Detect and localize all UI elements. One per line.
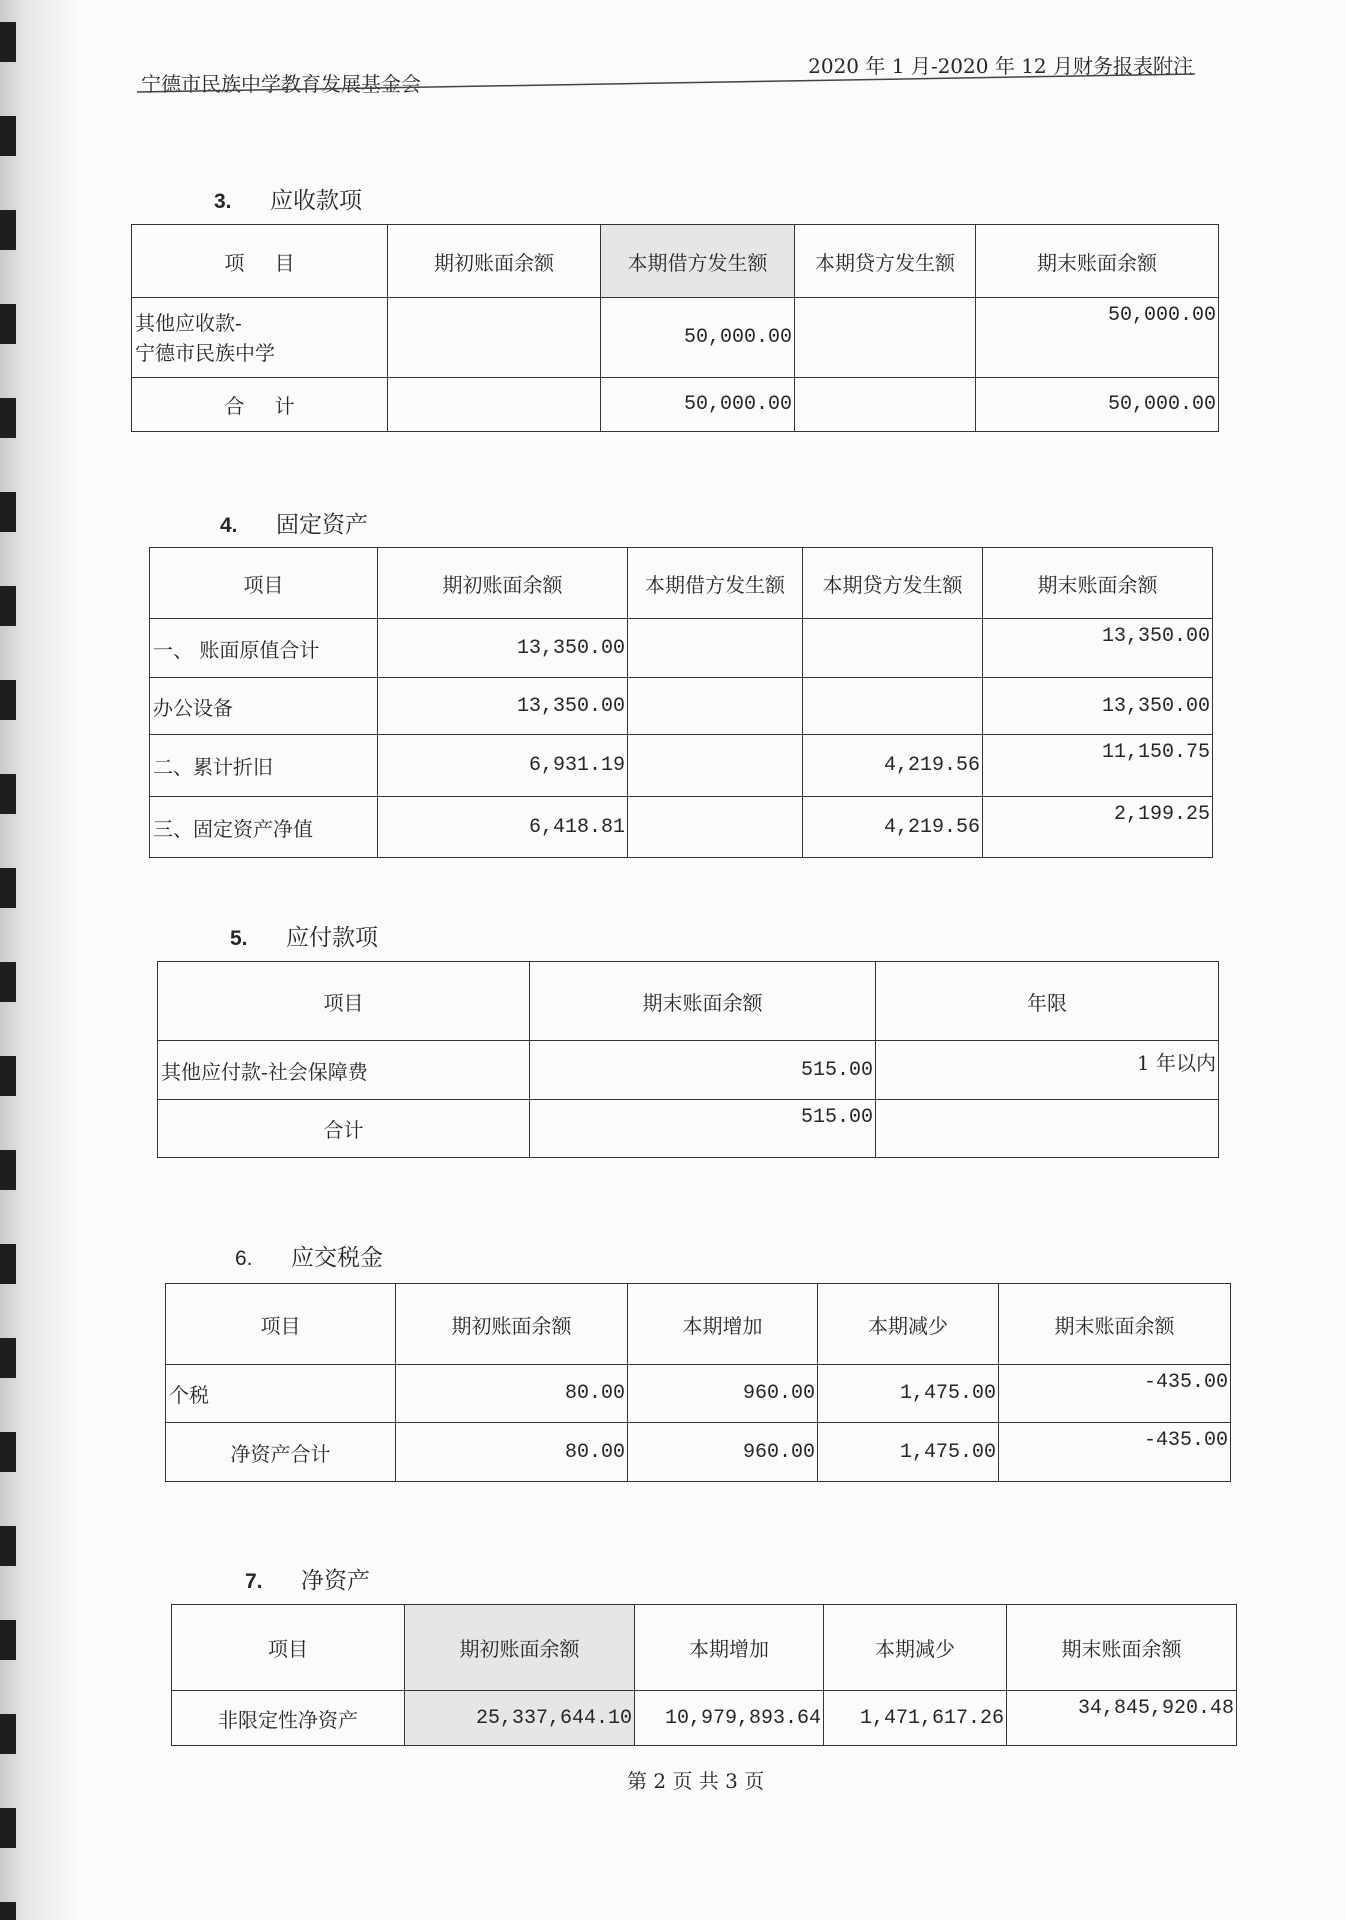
payables-table	[157, 961, 1219, 1158]
table-row-total	[166, 1423, 1231, 1482]
section-number: 3.	[214, 190, 232, 213]
header-credit: 本期贷方发生额	[803, 548, 983, 619]
organization-name: 宁德市民族中学教育发展基金会	[141, 72, 421, 96]
cell-credit	[803, 619, 983, 678]
cell-opening: 6,931.19	[378, 735, 628, 797]
cell-closing: -435.00	[999, 1423, 1231, 1482]
header-decrease: 本期减少	[824, 1605, 1007, 1691]
cell-opening: 13,350.00	[378, 619, 628, 678]
cell-debit: 50,000.00	[601, 378, 795, 432]
header-closing: 期末账面余额	[1007, 1605, 1237, 1691]
cell-closing: 515.00	[530, 1100, 876, 1158]
table-row	[132, 298, 1219, 378]
header-opening: 期初账面余额	[388, 225, 601, 298]
cell-item	[132, 298, 388, 378]
cell-debit	[628, 619, 803, 678]
table-header-row	[166, 1284, 1231, 1365]
page-number: 第 2 页 共 3 页	[627, 1769, 765, 1793]
table-row	[158, 1041, 1219, 1100]
cell-debit	[628, 678, 803, 735]
item-line: 其他应收款-	[135, 310, 242, 335]
cell-item: 净资产合计	[166, 1423, 396, 1482]
header-decrease: 本期减少	[818, 1284, 999, 1365]
cell-closing: 50,000.00	[976, 298, 1219, 378]
header-term: 年限	[876, 962, 1219, 1041]
header-increase: 本期增加	[628, 1284, 818, 1365]
section-title: 固定资产	[276, 512, 368, 538]
cell-item: 个税	[166, 1365, 396, 1423]
cell-closing: 11,150.75	[983, 735, 1213, 797]
table-row	[172, 1691, 1237, 1746]
header-closing: 期末账面余额	[976, 225, 1219, 298]
cell-closing: 2,199.25	[983, 797, 1213, 858]
table-header-row	[172, 1605, 1237, 1691]
header-item: 项 目	[132, 225, 388, 298]
cell-increase: 960.00	[628, 1423, 818, 1482]
section-heading-fixed-assets	[220, 506, 368, 539]
cell-item: 三、固定资产净值	[150, 797, 378, 858]
header-rule	[137, 70, 1197, 96]
cell-opening: 13,350.00	[378, 678, 628, 735]
table-row	[150, 678, 1213, 735]
cell-debit: 50,000.00	[601, 298, 795, 378]
header-closing: 期末账面余额	[999, 1284, 1231, 1365]
cell-item: 合 计	[132, 378, 388, 432]
cell-opening: 80.00	[396, 1365, 628, 1423]
cell-closing: 515.00	[530, 1041, 876, 1100]
header-closing: 期末账面余额	[530, 962, 876, 1041]
table-header-row	[150, 548, 1213, 619]
taxes-payable-table	[165, 1283, 1231, 1482]
table-row	[166, 1365, 1231, 1423]
cell-credit: 4,219.56	[803, 797, 983, 858]
section-number: 5.	[230, 927, 248, 950]
section-number: 4.	[220, 514, 238, 537]
section-heading-receivables	[214, 182, 362, 215]
cell-credit	[803, 678, 983, 735]
table-row-total	[158, 1100, 1219, 1158]
header-credit: 本期贷方发生额	[795, 225, 976, 298]
section-heading-taxes-payable	[235, 1239, 383, 1272]
item-line: 宁德市民族中学	[135, 340, 275, 365]
table-row	[150, 619, 1213, 678]
table-header-row	[158, 962, 1219, 1041]
cell-opening: 6,418.81	[378, 797, 628, 858]
section-title: 应收款项	[270, 188, 362, 214]
cell-decrease: 1,475.00	[818, 1365, 999, 1423]
table-row-total	[132, 378, 1219, 432]
cell-decrease: 1,471,617.26	[824, 1691, 1007, 1746]
cell-opening: 80.00	[396, 1423, 628, 1482]
fixed-assets-table	[149, 547, 1213, 858]
cell-closing: 13,350.00	[983, 678, 1213, 735]
section-title: 应交税金	[291, 1245, 383, 1271]
section-number: 6.	[235, 1247, 253, 1270]
table-row	[150, 735, 1213, 797]
cell-opening: 25,337,644.10	[405, 1691, 635, 1746]
cell-increase: 960.00	[628, 1365, 818, 1423]
header-opening: 期初账面余额	[396, 1284, 628, 1365]
cell-opening	[388, 378, 601, 432]
header-increase: 本期增加	[635, 1605, 824, 1691]
net-assets-table	[171, 1604, 1237, 1746]
cell-item: 其他应付款-社会保障费	[158, 1041, 530, 1100]
cell-closing: -435.00	[999, 1365, 1231, 1423]
cell-credit: 4,219.56	[803, 735, 983, 797]
header-item: 项目	[158, 962, 530, 1041]
cell-closing: 34,845,920.48	[1007, 1691, 1237, 1746]
header-closing: 期末账面余额	[983, 548, 1213, 619]
cell-debit	[628, 797, 803, 858]
cell-decrease: 1,475.00	[818, 1423, 999, 1482]
cell-closing: 13,350.00	[983, 619, 1213, 678]
cell-item: 合计	[158, 1100, 530, 1158]
cell-item: 办公设备	[150, 678, 378, 735]
header-item: 项目	[166, 1284, 396, 1365]
table-header-row	[132, 225, 1219, 298]
cell-item: 非限定性净资产	[172, 1691, 405, 1746]
cell-credit	[795, 298, 976, 378]
header-opening: 期初账面余额	[405, 1605, 635, 1691]
header-opening: 期初账面余额	[378, 548, 628, 619]
table-row	[150, 797, 1213, 858]
binding-holes	[0, 0, 16, 1920]
header-debit: 本期借方发生额	[628, 548, 803, 619]
header-debit: 本期借方发生额	[601, 225, 795, 298]
cell-credit	[795, 378, 976, 432]
section-heading-net-assets	[245, 1562, 370, 1595]
cell-term	[876, 1100, 1219, 1158]
section-title: 应付款项	[286, 925, 378, 951]
cell-term: 1 年以内	[876, 1041, 1219, 1100]
cell-item: 二、累计折旧	[150, 735, 378, 797]
section-number: 7.	[245, 1570, 263, 1593]
header-item: 项目	[172, 1605, 405, 1691]
receivables-table	[131, 224, 1219, 432]
cell-debit	[628, 735, 803, 797]
cell-increase: 10,979,893.64	[635, 1691, 824, 1746]
section-title: 净资产	[301, 1568, 370, 1594]
header-item: 项目	[150, 548, 378, 619]
cell-opening	[388, 298, 601, 378]
cell-closing: 50,000.00	[976, 378, 1219, 432]
report-period-title: 2020 年 1 月-2020 年 12 月财务报表附注	[808, 54, 1193, 78]
cell-item: 一、 账面原值合计	[150, 619, 378, 678]
section-heading-payables	[230, 919, 378, 952]
